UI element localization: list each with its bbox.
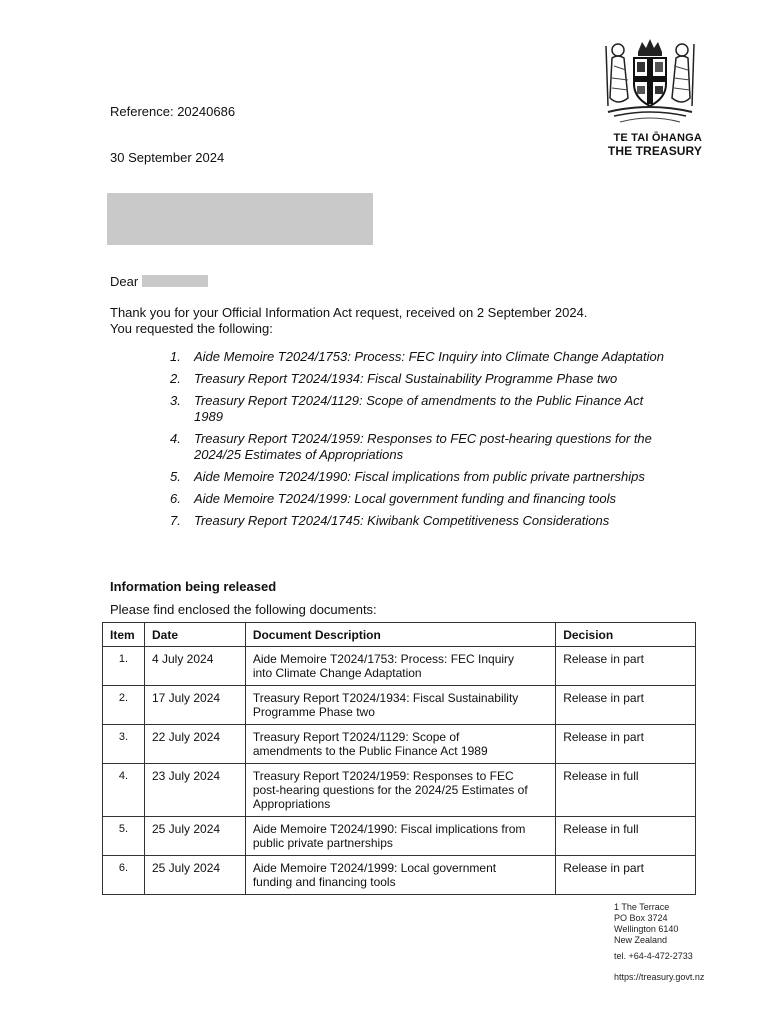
table-row bbox=[103, 647, 696, 686]
list-item: 4. Treasury Report T2024/1959: Responses to FEC post-hearing questions for the 2024/25 Estimates of Appropriations bbox=[170, 431, 652, 462]
cell-decision: Release in part bbox=[556, 856, 696, 895]
cell-item: 4. bbox=[103, 764, 145, 817]
cell-decision: Release in full bbox=[556, 764, 696, 817]
cell-description: Aide Memoire T2024/1753: Process: FEC Inquiry into Climate Change Adaptation bbox=[245, 647, 555, 686]
header-item: Item bbox=[103, 623, 145, 647]
cell-decision: Release in full bbox=[556, 817, 696, 856]
cell-description: Aide Memoire T2024/1990: Fiscal implications from public private partnerships bbox=[245, 817, 555, 856]
header-description: Document Description bbox=[245, 623, 555, 647]
telephone: tel. +64-4-472-2733 bbox=[614, 951, 693, 961]
table-row bbox=[103, 725, 696, 764]
list-item: 5. Aide Memoire T2024/1990: Fiscal implications from public private partnerships bbox=[170, 469, 645, 484]
list-item: 3. Treasury Report T2024/1129: Scope of amendments to the Public Finance Act 1989 bbox=[170, 393, 644, 424]
redacted-name bbox=[142, 275, 208, 287]
website-link[interactable]: https://treasury.govt.nz bbox=[614, 972, 705, 982]
section-intro: Please find enclosed the following documents: bbox=[110, 602, 377, 617]
letter-date: 30 September 2024 bbox=[110, 150, 225, 165]
cell-item: 5. bbox=[103, 817, 145, 856]
cell-item: 3. bbox=[103, 725, 145, 764]
section-heading: Information being released bbox=[110, 579, 277, 594]
cell-date: 4 July 2024 bbox=[144, 647, 245, 686]
table-row bbox=[103, 856, 696, 895]
address-line-4: New Zealand bbox=[614, 935, 668, 945]
treasury-logo bbox=[594, 36, 706, 168]
cell-description: Treasury Report T2024/1959: Responses to FEC post-hearing questions for the 2024/25 Estimates of Appropriations bbox=[245, 764, 555, 817]
cell-item: 2. bbox=[103, 686, 145, 725]
cell-description: Treasury Report T2024/1934: Fiscal Sustainability Programme Phase two bbox=[245, 686, 555, 725]
cell-decision: Release in part bbox=[556, 725, 696, 764]
reference-number: Reference: 20240686 bbox=[110, 104, 236, 119]
org-name-english: THE TREASURY bbox=[607, 144, 702, 158]
cell-description: Treasury Report T2024/1129: Scope of amendments to the Public Finance Act 1989 bbox=[245, 725, 555, 764]
cell-item: 6. bbox=[103, 856, 145, 895]
redacted-address-block bbox=[107, 193, 373, 245]
salutation bbox=[110, 274, 208, 290]
intro-line-1: Thank you for your Official Information Act request, received on 2 September 2024. bbox=[110, 305, 588, 320]
address-line-1: 1 The Terrace bbox=[614, 902, 670, 912]
org-name-maori: TE TAI ŌHANGA bbox=[613, 132, 702, 144]
cell-date: 25 July 2024 bbox=[144, 856, 245, 895]
cell-date: 23 July 2024 bbox=[144, 764, 245, 817]
cell-description: Aide Memoire T2024/1999: Local government funding and financing tools bbox=[245, 856, 555, 895]
table-row bbox=[103, 764, 696, 817]
table-row bbox=[103, 686, 696, 725]
coat-of-arms-icon bbox=[598, 36, 702, 128]
list-item: 7. Treasury Report T2024/1745: Kiwibank Competitiveness Considerations bbox=[170, 513, 610, 528]
salutation-text: Dear bbox=[110, 274, 139, 289]
list-item: 6. Aide Memoire T2024/1999: Local government funding and financing tools bbox=[170, 491, 617, 506]
list-item: 2. Treasury Report T2024/1934: Fiscal Sustainability Programme Phase two bbox=[170, 371, 618, 386]
intro-line-2: You requested the following: bbox=[110, 321, 273, 336]
table-row bbox=[103, 817, 696, 856]
table-header-row bbox=[103, 623, 696, 647]
documents-table bbox=[102, 622, 696, 895]
cell-date: 25 July 2024 bbox=[144, 817, 245, 856]
cell-item: 1. bbox=[103, 647, 145, 686]
header-date: Date bbox=[144, 623, 245, 647]
list-item: 1. Aide Memoire T2024/1753: Process: FEC Inquiry into Climate Change Adaptation bbox=[170, 349, 664, 364]
cell-decision: Release in part bbox=[556, 686, 696, 725]
cell-date: 22 July 2024 bbox=[144, 725, 245, 764]
cell-decision: Release in part bbox=[556, 647, 696, 686]
footer-address bbox=[614, 902, 704, 983]
request-list bbox=[110, 349, 670, 535]
address-line-3: Wellington 6140 bbox=[614, 924, 679, 934]
address-line-2: PO Box 3724 bbox=[614, 913, 668, 923]
cell-date: 17 July 2024 bbox=[144, 686, 245, 725]
header-decision: Decision bbox=[556, 623, 696, 647]
